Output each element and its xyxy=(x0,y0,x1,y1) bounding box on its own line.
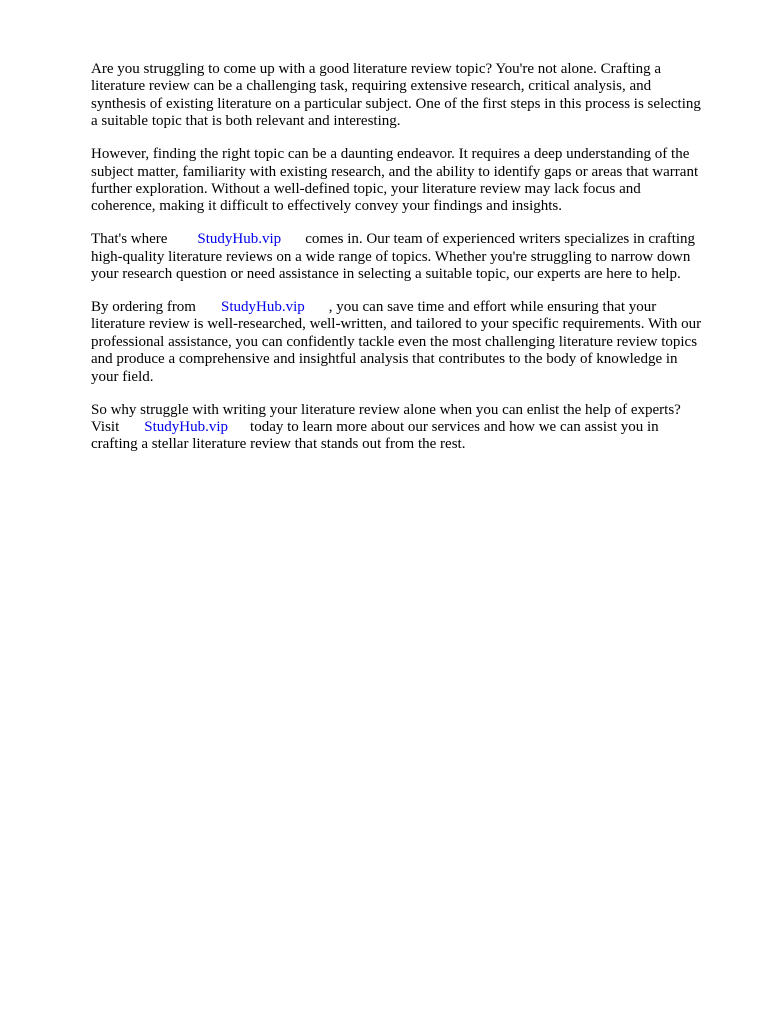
text-line: high-quality literature reviews on a wide range of topics. Whether you're struggling to narrow down xyxy=(91,248,691,265)
text-line: a suitable topic that is both relevant and interesting. xyxy=(91,113,401,130)
text-fragment: Visit xyxy=(91,418,120,435)
paragraph-intro xyxy=(91,61,731,131)
text-line: further exploration. Without a well-defined topic, your literature review may lack focus and xyxy=(91,180,641,197)
studyhub-link[interactable]: StudyHub.vip xyxy=(220,298,305,315)
text-line: your field. xyxy=(91,368,154,385)
document-body xyxy=(91,61,731,469)
text-fragment: That's where xyxy=(91,231,168,248)
paragraph-challenge xyxy=(91,146,731,216)
text-line: synthesis of existing literature on a particular subject. One of the first steps in this process is selecting xyxy=(91,95,701,112)
text-line: crafting a stellar literature review that stands out from the rest. xyxy=(91,436,466,453)
text-line: and produce a comprehensive and insightful analysis that contributes to the body of knowledge in xyxy=(91,351,678,368)
text-line-with-link xyxy=(91,299,731,316)
text-line: literature review is well-researched, well-written, and tailored to your specific requirements. With our xyxy=(91,316,702,333)
paragraph-service xyxy=(91,231,731,283)
text-line-with-link xyxy=(91,419,731,436)
studyhub-link[interactable]: StudyHub.vip xyxy=(197,231,282,248)
text-line-with-link xyxy=(91,231,731,248)
studyhub-link[interactable]: StudyHub.vip xyxy=(144,418,229,435)
text-fragment: today to learn more about our services and how we can assist you in xyxy=(250,418,659,435)
text-fragment: By ordering from xyxy=(91,298,196,315)
text-fragment: comes in. Our team of experienced writers specializes in crafting xyxy=(305,231,696,248)
paragraph-ordering xyxy=(91,299,731,386)
paragraph-closing xyxy=(91,402,731,454)
text-line: professional assistance, you can confidently tackle even the most challenging literature review topics xyxy=(91,333,698,350)
text-line: Are you struggling to come up with a good literature review topic? You're not alone. Crafting a xyxy=(91,61,662,77)
text-fragment: , you can save time and effort while ensuring that your xyxy=(328,298,657,315)
text-line: However, finding the right topic can be a daunting endeavor. It requires a deep understanding of the xyxy=(91,146,690,163)
text-line: literature review can be a challenging task, requiring extensive research, critical analysis, and xyxy=(91,78,652,95)
text-line: coherence, making it difficult to effectively convey your findings and insights. xyxy=(91,198,562,215)
text-line: subject matter, familiarity with existing research, and the ability to identify gaps or areas that warrant xyxy=(91,163,699,180)
text-line: So why struggle with writing your literature review alone when you can enlist the help of experts? xyxy=(91,401,681,418)
text-line: your research question or need assistance in selecting a suitable topic, our experts are here to help. xyxy=(91,266,681,283)
